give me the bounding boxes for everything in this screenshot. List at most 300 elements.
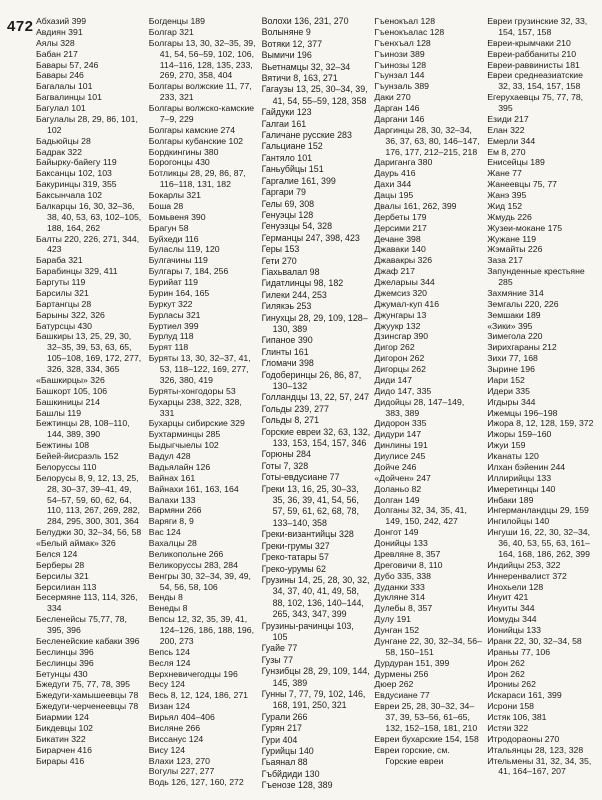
- page-number: 472: [7, 18, 34, 35]
- index-entry: Греки-византийцы 328: [261, 529, 354, 540]
- index-entry: Болгары 13, 30, 32–35, 39, 41, 54, 56–59, 102, 106, 114–116, 128, 135, 233, 269, 270, 358, 404: [148, 37, 256, 81]
- index-entry: Вятичи 8, 163, 271: [261, 73, 338, 84]
- index-entry: Бежтинцы 28, 108–110, 144, 389, 390: [36, 418, 130, 440]
- index-entry: Гъинози 389: [374, 48, 425, 59]
- index-entry: Даргинцы 28, 30, 32–34, 36, 37, 63, 80, 146–147, 176, 177, 212–215, 218: [374, 124, 480, 157]
- index-entry: Бикдевцы 102: [36, 722, 93, 733]
- index-entry: Гломачи 398: [261, 358, 314, 369]
- index-entry: Ем 8, 270: [487, 146, 526, 157]
- index-entry: Гъбйдиди 130: [261, 768, 320, 779]
- index-entry: Гъенокъал 128: [374, 16, 436, 26]
- index-entry: Дулебы 8, 357: [374, 603, 433, 614]
- index-entry: Дзинсгар 390: [374, 331, 429, 342]
- index-entry: Гольды 8, 271: [261, 415, 320, 426]
- index-entry: Дахи 344: [374, 179, 412, 190]
- index-entry: Дидо 147, 335: [374, 385, 432, 396]
- index-entry: Бадьюйцы 28: [36, 135, 91, 146]
- index-entry: Джаваки 140: [374, 244, 426, 255]
- index-entry: Ингуши 16, 22, 30, 32–34, 36, 40, 53, 55, 63, 161–164, 168, 186, 262, 399: [487, 527, 591, 559]
- index-entry: Даргани 146: [374, 113, 425, 124]
- index-entry: Брагун 58: [148, 222, 189, 233]
- index-entry: Гилеки 244, 253: [261, 289, 327, 300]
- index-entry: Вадул 428: [148, 451, 191, 461]
- index-entry: Бурлуд 118: [148, 331, 194, 342]
- index-entry: Балты 220, 226, 271, 344, 423: [36, 233, 140, 255]
- index-entry: Борогонцы 430: [148, 157, 210, 168]
- index-entry: Истяи 322: [487, 722, 529, 733]
- index-entry: Евреи-раввинисты 181: [487, 59, 580, 70]
- index-entry: Вепсы 12, 32, 35, 39, 41, 124–126, 186, 188, 196, 200, 273: [148, 614, 254, 646]
- index-entry: Иллирийцы 133: [487, 472, 552, 483]
- index-entry: Инохьели 128: [487, 581, 544, 592]
- index-entry: Дреговичи 8, 110: [374, 559, 443, 570]
- index-entry: Барабинцы 329, 411: [36, 266, 118, 277]
- index-entry: Булгары 7, 184, 256: [148, 266, 229, 277]
- index-entry: Евреи среднеазиатские 32, 33, 154, 157, 158: [487, 70, 583, 92]
- index-entry: Инбаки 189: [487, 494, 534, 505]
- index-entry: Весу 124: [148, 679, 186, 690]
- index-entry: Гіахьвалал 98: [261, 266, 320, 277]
- index-entry: Ингилойцы 140: [487, 516, 550, 527]
- index-entry: Визан 124: [148, 701, 190, 712]
- index-entry: Запунденные крестьяне 285: [487, 266, 585, 287]
- index-entry: Гъунзал 144: [374, 70, 425, 81]
- index-entry: Донгот 149: [374, 527, 419, 538]
- index-entry: Грузины-рачинцы 103, 105: [261, 620, 354, 642]
- index-entry: Голландцы 13, 22, 57, 247: [261, 392, 370, 403]
- index-entry: Валахи 133: [148, 494, 196, 505]
- index-entry: Берсилиан 113: [36, 581, 97, 592]
- index-entry: Даригангa 380: [374, 157, 433, 168]
- index-entry: Бухарцы сибирские 329: [148, 418, 245, 429]
- index-entry: Гантяло 101: [261, 152, 313, 163]
- index-entry: Геры 153: [261, 244, 300, 255]
- index-entry: Бесермяне 113, 114, 326, 334: [36, 592, 138, 614]
- index-entry: Диди 147: [374, 374, 412, 385]
- index-entry: Бесленейсы 75,77, 78, 395, 396: [36, 614, 127, 635]
- index-entry: Джаф 217: [374, 266, 415, 277]
- index-entry: Гольды 239, 277: [261, 403, 329, 414]
- index-entry: Дукляне 314: [374, 592, 426, 603]
- index-entry: Венды 8: [148, 592, 183, 603]
- index-entry: Гелы 69, 308: [261, 198, 315, 209]
- index-entry: Ингерманландцы 29, 159: [487, 505, 589, 516]
- index-entry: Гети 270: [261, 255, 297, 266]
- index-entry: Бжедуги-хамышеевцы 78: [36, 690, 139, 701]
- index-entry: Ижемцы 196–198: [487, 407, 558, 418]
- index-entry: Варяги 8, 9: [148, 516, 194, 527]
- index-entry: Водь 126, 127, 160, 272: [148, 777, 244, 788]
- index-entry: Великоруссы 283, 284: [148, 559, 238, 570]
- index-entry: Захмяние 314: [487, 287, 544, 298]
- index-entry: «Дойчен» 247: [374, 472, 431, 483]
- index-entry: Жид 152: [487, 200, 523, 211]
- index-entry: Ираньы 77, 106: [487, 646, 551, 657]
- index-entry: «Башкирцы» 326: [36, 374, 105, 385]
- index-entry: Вадьялайн 126: [148, 461, 211, 472]
- index-entry: Ижора 8, 12, 128, 159, 372: [487, 418, 594, 429]
- index-entry: Бавары 246: [36, 70, 84, 81]
- index-entry: Вогулы 227, 277: [148, 766, 215, 777]
- index-entry: Диулисе 245: [374, 451, 426, 461]
- index-entry: Гилякэь 253: [261, 301, 312, 312]
- index-entry: Галгаи 161: [261, 118, 307, 129]
- index-entry: Багулалы 28, 29, 86, 101, 102: [36, 113, 138, 135]
- index-entry: Висляне 266: [148, 722, 201, 733]
- index-columns: [36, 16, 596, 794]
- index-entry: Вайнах 161: [148, 472, 196, 483]
- index-entry: Готы 7, 328: [261, 460, 309, 471]
- index-entry: Дидойцы 28, 147–149, 383, 389: [374, 396, 465, 418]
- index-entry: Дербеты 179: [374, 211, 427, 222]
- index-entry: Гъинозы 128: [374, 59, 427, 70]
- index-entry: Евреи горские, см. Горские евреи: [374, 744, 450, 766]
- index-entry: Даки 270: [374, 92, 411, 103]
- index-entry: Иннеренвалист 372: [487, 570, 567, 581]
- index-entry: Вас 124: [148, 527, 181, 538]
- index-column-2: [149, 16, 258, 794]
- index-entry: Авдиян 391: [36, 26, 83, 37]
- index-entry: Беслинцы 396: [36, 646, 94, 657]
- index-entry: Буркут 322: [148, 298, 193, 309]
- index-entry: Батурсцы 430: [36, 320, 92, 331]
- index-entry: Вирьял 404–406: [148, 712, 215, 722]
- index-entry: Гальциане 152: [261, 141, 323, 152]
- index-entry: Дечане 398: [374, 233, 421, 244]
- index-entry: Истяк 106, 381: [487, 712, 547, 722]
- index-entry: Буртиел 399: [148, 320, 199, 331]
- index-entry: Бурийат 119: [148, 277, 198, 287]
- index-entry: Джумал-куп 416: [374, 298, 440, 309]
- index-entry: Гузы 77: [261, 654, 294, 665]
- index-entry: Греки-грумы 327: [261, 540, 330, 551]
- index-entry: Верхневичегодцы 196: [148, 668, 238, 679]
- index-entry: Зимегола 220: [487, 331, 543, 342]
- index-entry: Бурласы 321: [148, 309, 201, 320]
- index-entry: Илхан бэйенин 244: [487, 461, 566, 472]
- index-entry: Индийцы 253, 322: [487, 559, 561, 570]
- index-entry: Бухтарминцы 285: [148, 429, 221, 440]
- index-entry: Белся 124: [36, 548, 78, 559]
- index-entry: Евреи бухарские 154, 158: [374, 733, 479, 744]
- index-entry: Греко-урумы 62: [261, 563, 326, 574]
- index-column-5: [487, 16, 596, 794]
- index-entry: Биармии 124: [36, 712, 89, 722]
- index-entry: Горюны 284: [261, 449, 311, 460]
- index-entry: Ирон 262: [487, 668, 525, 679]
- index-entry: Дурдуран 151, 399: [374, 657, 450, 668]
- index-entry: Вайнахи 161, 163, 164: [148, 483, 239, 494]
- index-entry: Вотяки 12, 377: [261, 38, 323, 49]
- index-entry: Ижоры 159–160: [487, 429, 552, 440]
- index-entry: Дидорон 335: [374, 418, 427, 429]
- index-entry: Бжедуги-черченеевцы 78: [36, 701, 139, 712]
- index-entry: Исрони 158: [487, 701, 534, 712]
- index-entry: Грузины 14, 25, 28, 30, 32, 34, 37, 40, 41, 49, 58, 88, 102, 136, 140–144, 265, 343, 347, 399: [261, 574, 370, 620]
- index-entry: Жанэ 395: [487, 190, 527, 200]
- index-entry: Вахалцы 28: [148, 538, 197, 548]
- index-entry: Ирониы 262: [487, 679, 536, 690]
- index-entry: Ирон 262: [487, 657, 525, 668]
- index-entry: Дубо 335, 338: [374, 570, 431, 581]
- index-entry: Дунгане 22, 30, 32–34, 56–58, 150–151: [374, 635, 482, 657]
- index-entry: Долган 149: [374, 494, 420, 505]
- index-entry: Балкарцы 16, 30, 32–36, 38, 40, 53, 63, 102–105, 188, 164, 262: [36, 200, 142, 233]
- index-entry: Гъунзаль 389: [374, 81, 429, 92]
- index-entry: Джунгары 13: [374, 309, 427, 320]
- index-column-3: [262, 16, 371, 794]
- index-entry: Бадрак 322: [36, 146, 82, 157]
- index-entry: Земшаки 189: [487, 309, 541, 320]
- index-entry: Германцы 247, 398, 423: [261, 232, 360, 243]
- index-entry: Древляне 8, 357: [374, 548, 441, 559]
- index-entry: Буряты-хонгодоры 53: [148, 385, 236, 396]
- index-entry: Ганьубйцы 151: [261, 164, 324, 175]
- index-entry: Езиди 217: [487, 113, 529, 124]
- index-entry: Игдыры 344: [487, 396, 536, 407]
- index-entry: Венеды 8: [148, 603, 188, 614]
- index-entry: Джуукр 132: [374, 320, 421, 331]
- index-entry: Весь 8, 12, 124, 186, 271: [148, 690, 248, 701]
- index-entry: Гурийцы 140: [261, 746, 314, 756]
- index-entry: Заза 217: [487, 255, 523, 266]
- index-entry: Абхазий 399: [36, 16, 87, 26]
- index-entry: Башкиры 13, 25, 29, 30, 32–35, 39, 53, 63, 65, 105–108, 169, 172, 277, 326, 328, 334, 365: [36, 331, 142, 374]
- index-entry: Дигор 262: [374, 342, 415, 353]
- index-entry: Доланьо 82: [374, 483, 422, 494]
- index-entry: Галичане русские 283: [261, 130, 352, 141]
- index-entry: Буласлы 119, 120: [148, 244, 220, 255]
- index-entry: Евреи-крымчаки 210: [487, 37, 571, 48]
- index-entry: Буряты 13, 30, 32–37, 41, 53, 118–122, 169, 277, 326, 380, 419: [148, 353, 251, 385]
- index-entry: Бабан 217: [36, 48, 78, 59]
- index-entry: Ительмены 31, 32, 34, 35, 41, 164–167, 207: [487, 755, 592, 777]
- index-entry: Дигорон 262: [374, 353, 425, 364]
- index-entry: Ионийцы 133: [487, 625, 541, 635]
- index-entry: Болгары волжско-камские 7–9, 229: [148, 103, 255, 124]
- index-entry: Вымичи 196: [261, 50, 312, 61]
- index-entry: «Зики» 395: [487, 320, 533, 331]
- index-column-4: [374, 16, 483, 794]
- index-entry: Аялы 328: [36, 37, 75, 48]
- index-entry: Дюер 262: [374, 679, 414, 690]
- index-entry: Инуит 421: [487, 592, 529, 603]
- index-entry: Волыняне 9: [261, 27, 311, 38]
- index-entry: Бокарлы 321: [148, 190, 201, 200]
- index-entry: Долганы 32, 34, 35, 41, 149, 150, 242, 427: [374, 505, 467, 527]
- index-entry: Донийцы 133: [374, 538, 428, 548]
- index-entry: Бетунцы 430: [36, 668, 88, 679]
- index-entry: Бирарчен 416: [36, 744, 92, 755]
- index-entry: Бесленейские кабаки 396: [36, 635, 140, 646]
- index-entry: Иомуды 344: [487, 614, 537, 625]
- index-entry: Итродораоны 270: [487, 733, 560, 744]
- index-entry: Жане 77: [487, 168, 522, 179]
- index-entry: Искараси 161, 399: [487, 690, 562, 701]
- index-entry: Гъенозе 128, 389: [261, 780, 333, 791]
- index-entry: Белорусы 8, 9, 12, 13, 25, 28, 30–37, 39–41, 49, 54–57, 59, 60, 62, 64, 110, 113, 267, 269, 282, 284, 295, 300, 301, 364: [36, 472, 140, 527]
- index-entry: «Белый аймак» 326: [36, 538, 116, 548]
- index-entry: Дулу 191: [374, 614, 411, 625]
- index-entry: Гидатлинцы 98, 182: [261, 278, 344, 289]
- index-entry: Жанеевцы 75, 77: [487, 179, 558, 190]
- index-entry: Генуэзцы 54, 328: [261, 221, 333, 232]
- index-entry: Гипаное 390: [261, 335, 313, 346]
- index-entry: Земгалы 220, 226: [487, 298, 559, 309]
- index-entry: Евдусиане 77: [374, 690, 430, 701]
- index-entry: Бакуринцы 319, 355: [36, 179, 117, 190]
- index-entry: Весля 124: [148, 657, 191, 668]
- index-entry: Бартангцы 28: [36, 298, 92, 309]
- index-entry: Башкиницы 214: [36, 396, 100, 407]
- index-entry: Болгары кубанские 102: [148, 135, 243, 146]
- index-entry: Гунзибцы 28, 29, 109, 144, 145, 389: [261, 666, 370, 688]
- index-entry: Бараба 321: [36, 255, 83, 266]
- index-entry: Жэмайты 226: [487, 244, 543, 255]
- index-entry: Имеретинцы 140: [487, 483, 556, 494]
- index-entry: Даурь 416: [374, 168, 416, 179]
- index-entry: Ботликцы 28, 29, 86, 87, 116–118, 131, 182: [148, 168, 246, 190]
- index-entry: Болгары волжские 11, 77, 233, 321: [148, 81, 252, 103]
- index-entry: Беслинцы 396: [36, 657, 94, 668]
- index-entry: Бурят 118: [148, 342, 189, 353]
- index-entry: Виссанус 124: [148, 733, 204, 744]
- index-entry: Барыны 322, 326: [36, 309, 105, 320]
- index-entry: Джемсиз 320: [374, 287, 427, 298]
- index-entry: Инуиты 344: [487, 603, 535, 614]
- index-entry: Вармяни 266: [148, 505, 202, 516]
- index-entry: Дацы 195: [374, 190, 414, 200]
- index-entry: Джавакры 326: [374, 255, 433, 266]
- index-entry: Багвалинцы 101: [36, 92, 102, 103]
- index-entry: Дидури 147: [374, 429, 422, 440]
- index-entry: Евреи грузинские 32, 33, 154, 157, 158: [487, 16, 588, 37]
- index-entry: Енисейцы 189: [487, 157, 545, 168]
- index-entry: Итальянцы 28, 123, 328: [487, 744, 584, 755]
- index-entry: Буйхеди 116: [148, 233, 199, 244]
- index-entry: Бордкингины 380: [148, 146, 219, 157]
- index-entry: Джеларыы 344: [374, 277, 435, 287]
- index-entry: Болгары камские 274: [148, 124, 236, 135]
- index-entry: Жужане 119: [487, 233, 537, 244]
- index-entry: Двалы 161, 262, 399: [374, 200, 457, 211]
- index-entry: Бомьвеня 390: [148, 211, 206, 222]
- index-entry: Ижуи 159: [487, 440, 526, 451]
- index-entry: Вьетнамцы 32, 32–34: [261, 61, 351, 72]
- index-entry: Венгры 30, 32–34, 39, 49, 54, 56, 58, 106: [148, 570, 251, 592]
- index-entry: Евреи 25, 28, 30–32, 34–37, 39, 53–56, 61–65, 132, 152–158, 181, 210: [374, 701, 478, 733]
- index-entry: Гури 404: [261, 734, 298, 745]
- index-entry: Гагаузы 13, 25, 30–34, 39, 41, 54, 55–59, 128, 358: [261, 84, 368, 106]
- index-entry: Греко-татары 57: [261, 552, 329, 563]
- index-entry: Дойче 246: [374, 461, 417, 472]
- index-entry: Гунны 7, 77, 79, 102, 146, 168, 191, 250, 321: [261, 688, 366, 711]
- index-entry: Глинты 161: [261, 346, 309, 357]
- index-entry: Гьаянал 88: [261, 757, 308, 768]
- index-entry: Иканаты 120: [487, 451, 539, 461]
- index-entry: Дарган 146: [374, 103, 420, 113]
- index-entry: Дурмены 256: [374, 668, 429, 679]
- index-entry: Бурин 164, 165: [148, 287, 210, 298]
- index-entry: Вепсь 124: [148, 646, 190, 657]
- index-entry: Динлины 191: [374, 440, 428, 451]
- index-entry: Емерли 344: [487, 135, 536, 146]
- index-entry: Бжедуги 75, 77, 78, 395: [36, 679, 130, 690]
- index-entry: Гуайе 77: [261, 643, 298, 654]
- index-entry: Гайдуки 123: [261, 107, 312, 118]
- index-entry: Башлы 119: [36, 407, 82, 418]
- index-entry: Бикатин 322: [36, 733, 86, 744]
- index-entry: Баргуты 119: [36, 277, 86, 287]
- index-entry: Берсилы 321: [36, 570, 89, 581]
- index-entry: Башкорт 105, 106: [36, 385, 108, 396]
- index-entry: Гъенокъалас 128: [374, 26, 445, 37]
- index-entry: Богденцы 189: [148, 16, 205, 26]
- index-entry: Болгар 321: [148, 26, 194, 37]
- index-entry: Быдыгчыелы 102: [148, 440, 219, 451]
- index-entry: Байырку-байегу 119: [36, 157, 117, 168]
- index-entry: Иранк 22, 30, 32–34, 58: [487, 635, 582, 646]
- index-entry: Егерухаевцы 75, 77, 78, 395: [487, 92, 584, 113]
- index-entry: Гинухцы 28, 29, 109, 128–130, 389: [261, 312, 368, 334]
- index-entry: Барсилы 321: [36, 287, 89, 298]
- index-entry: Влахи 123, 270: [148, 755, 210, 766]
- index-column-1: [36, 16, 145, 794]
- index-entry: Евреи-раббаниты 210: [487, 48, 577, 59]
- index-entry: Бежтины 108: [36, 440, 90, 451]
- index-entry: Гурали 266: [261, 711, 308, 722]
- index-entry: Булгачины 119: [148, 255, 208, 266]
- index-entry: Белуджи 30, 32–34, 56, 58: [36, 527, 142, 538]
- index-entry: Берберы 28: [36, 559, 85, 570]
- index-entry: Дунган 152: [374, 625, 420, 635]
- index-entry: Боша 28: [148, 200, 184, 211]
- index-entry: Гаргари 79: [261, 187, 306, 198]
- index-entry: Жмудь 226: [487, 211, 532, 222]
- index-entry: Горские евреи 32, 63, 132, 133, 153, 154, 157, 346: [261, 426, 371, 449]
- index-entry: Баксынчала 102: [36, 190, 102, 200]
- index-entry: Вису 124: [148, 744, 186, 755]
- index-entry: Бавары 57, 246: [36, 59, 99, 70]
- index-entry: Дерсими 217: [374, 222, 427, 233]
- index-entry: Бухарцы 238, 322, 328, 331: [148, 396, 242, 418]
- index-entry: Багалалы 101: [36, 81, 93, 92]
- index-entry: Бейей-йисраэль 152: [36, 451, 119, 461]
- index-entry: Багулал 101: [36, 103, 86, 113]
- index-entry: Идери 335: [487, 385, 530, 396]
- index-entry: Гаргалие 161, 399: [261, 175, 336, 186]
- index-entry: Готы-евдусиане 77: [261, 472, 340, 483]
- index-entry: Бирары 416: [36, 755, 85, 766]
- index-entry: Дуданки 333: [374, 581, 425, 592]
- index-entry: Греки 13, 16, 25, 30–33, 35, 36, 39, 41, 54, 56, 57, 59, 61, 62, 68, 78, 133–140, 358: [261, 483, 359, 528]
- index-entry: Баксанцы 102, 103: [36, 168, 112, 179]
- index-entry: Зырине 196: [487, 364, 535, 374]
- index-entry: Годоберинцы 26, 86, 87, 130–132: [261, 369, 362, 391]
- index-entry: Иари 152: [487, 374, 525, 385]
- index-entry: Жузеи-мокане 175: [487, 222, 563, 233]
- index-entry: Волохи 136, 231, 270: [261, 16, 349, 26]
- index-entry: Гъенхъал 128: [374, 37, 431, 48]
- index-entry: Елан 322: [487, 124, 525, 135]
- index-entry: Дигорцы 262: [374, 364, 426, 374]
- index-entry: Белоруссы 110: [36, 461, 97, 472]
- index-entry: Гурян 217: [261, 723, 302, 734]
- index-entry: Великопольне 266: [148, 548, 224, 559]
- index-entry: Зирихгараны 212: [487, 342, 557, 353]
- index-entry: Зихи 77, 168: [487, 353, 538, 364]
- index-entry: Генуэцы 128: [261, 209, 314, 220]
